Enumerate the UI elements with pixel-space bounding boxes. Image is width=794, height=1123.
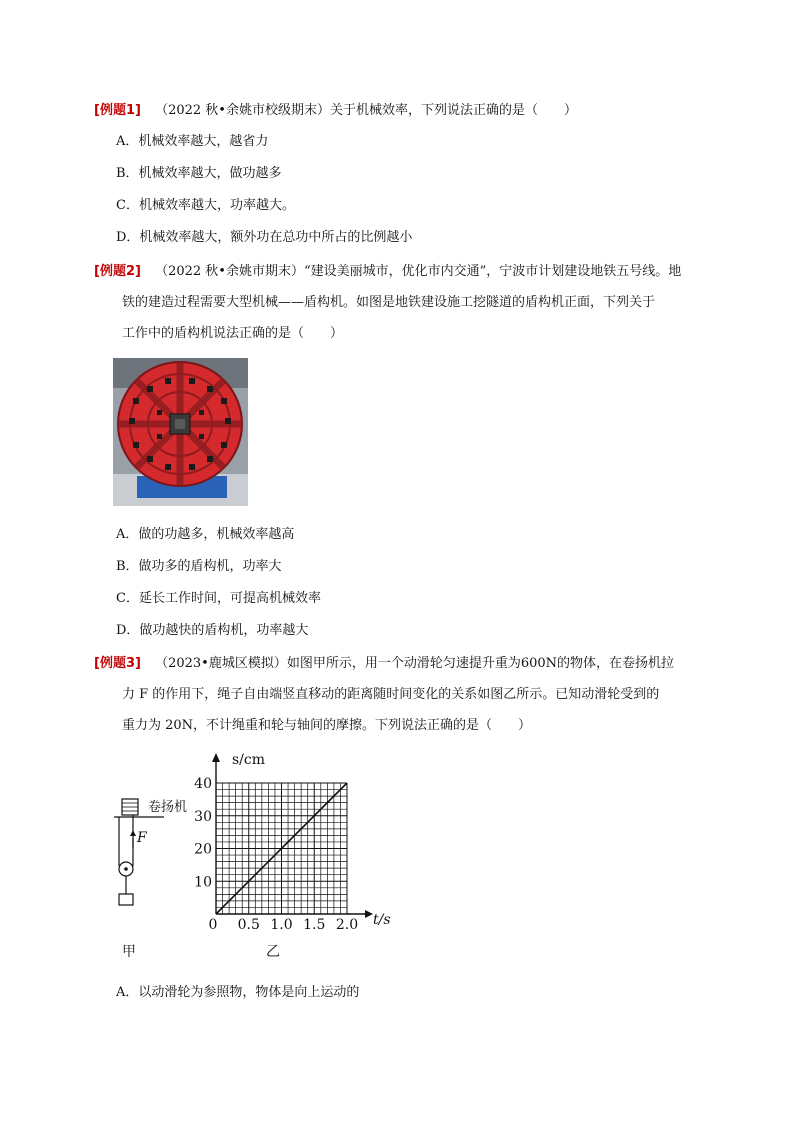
question-2-stem-line-1: （2022 秋•余姚市期末）“建设美丽城市，优化市内交通”，宁波市计划建设地铁五号线。地: [155, 264, 682, 279]
figure-yi-caption: 乙: [266, 944, 280, 960]
y-tick-label: 10: [194, 874, 212, 891]
question-2-tag: [例题2]: [94, 264, 141, 279]
question-1-option-b: B．机械效率越大，做功越多: [116, 166, 282, 181]
x-axis-label: t/s: [373, 912, 391, 928]
question-3-option-a: A．以动滑轮为参照物，物体是向上运动的: [116, 985, 360, 1000]
question-3-stem-line-2: 力 F 的作用下，绳子自由端竖直移动的距离随时间变化的关系如图乙所示。已知动滑轮受到的: [122, 687, 660, 702]
question-2-option-b: B．做功多的盾构机，功率大: [116, 559, 282, 574]
y-tick-label: 40: [194, 776, 212, 792]
x-tick-label: 0.5: [237, 917, 260, 933]
load-block-icon: [119, 894, 133, 905]
question-2-header: [94, 262, 681, 282]
winch-icon: [122, 799, 138, 815]
x-tick-label: 1.5: [303, 917, 326, 933]
question-2-stem-line-2: 铁的建造过程需要大型机械——盾构机。如图是地铁建设施工挖隧道的盾构机正面，下列关于: [122, 295, 656, 310]
question-1-stem: （2022 秋•余姚市校级期末）关于机械效率，下列说法正确的是（ ）: [155, 103, 577, 118]
force-label: F: [137, 830, 147, 846]
question-3-tag: [例题3]: [94, 656, 141, 671]
question-2-option-a: A．做的功越多，机械效率越高: [116, 527, 295, 542]
x-tick-label: 0: [208, 917, 218, 933]
x-tick-label: 2.0: [335, 917, 359, 933]
shield-machine-photo: [113, 358, 248, 506]
question-2-option-d: D．做功越快的盾构机，功率越大: [116, 623, 309, 638]
question-3-stem-line-1: （2023•鹿城区模拟）如图甲所示，用一个动滑轮匀速提升重为600N的物体，在卷扬机拉: [155, 656, 675, 671]
y-axis-arrow-icon: [212, 753, 220, 762]
x-axis-arrow-icon: [365, 910, 373, 918]
question-1-tag: [例题1]: [94, 103, 141, 118]
question-1-header: [94, 101, 577, 121]
force-arrow-icon: [130, 830, 136, 836]
question-3-header: [94, 654, 674, 674]
y-axis-label: s/cm: [232, 752, 266, 768]
distance-time-chart: [190, 748, 400, 934]
figure-jia-caption: 甲: [122, 944, 136, 960]
question-1-option-c: C．机械效率越大，功率越大。: [116, 198, 295, 213]
question-3-stem-line-3: 重力为 20N，不计绳重和轮与轴间的摩擦。下列说法正确的是（ ）: [122, 718, 532, 733]
question-2-stem-line-3: 工作中的盾构机说法正确的是（ ）: [122, 326, 344, 341]
y-tick-label: 20: [194, 841, 212, 858]
question-1-option-a: A．机械效率越大，越省力: [116, 134, 269, 149]
question-2-option-c: C．延长工作时间，可提高机械效率: [116, 591, 321, 606]
winch-label: 卷扬机: [148, 800, 188, 815]
x-tick-label: 1.0: [270, 917, 293, 933]
question-1-option-d: D．机械效率越大，额外功在总功中所占的比例越小: [116, 230, 413, 245]
y-tick-label: 30: [194, 808, 212, 825]
